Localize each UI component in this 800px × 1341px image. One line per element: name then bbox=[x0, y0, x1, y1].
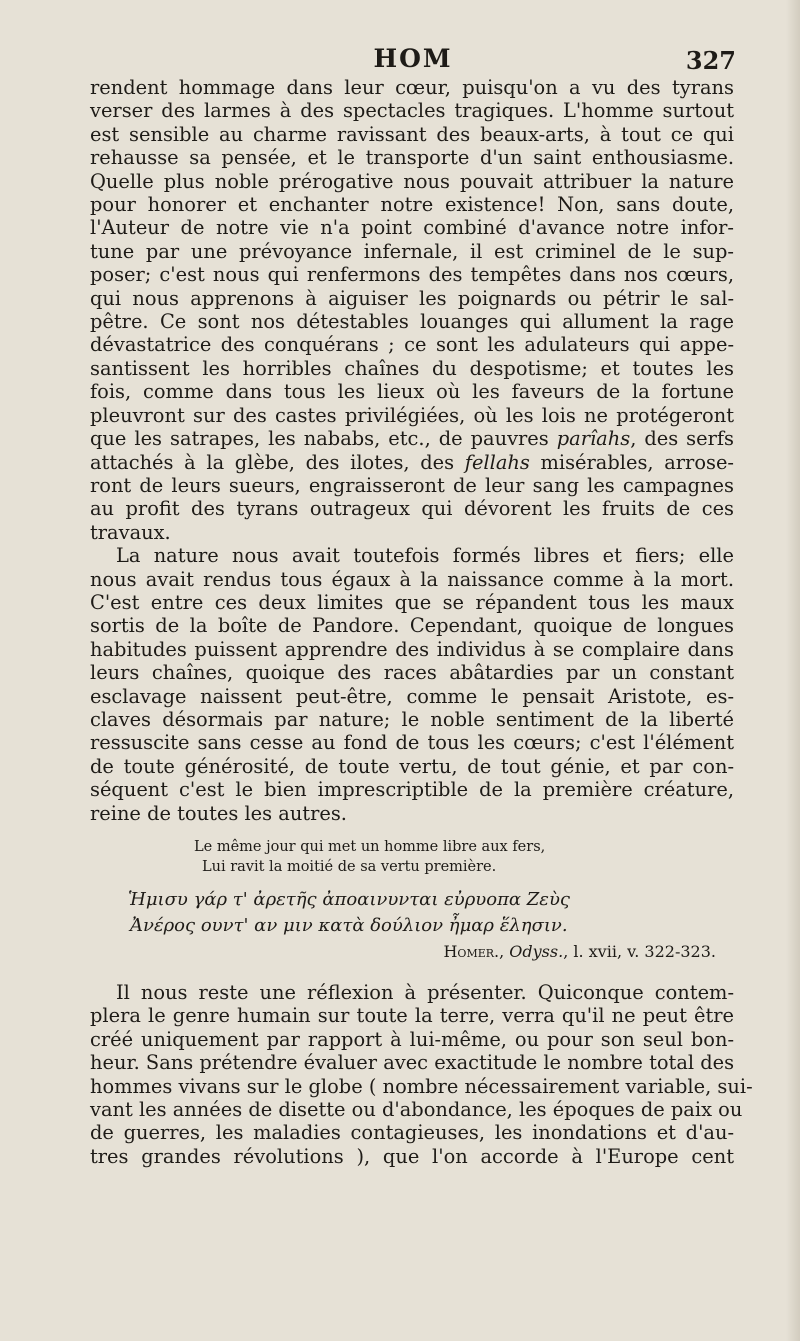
text-line: rendent hommage dans leur cœur, puisqu'on a vu des tyrans bbox=[90, 76, 734, 99]
text-line: pleuvront sur des castes privilégiées, où les lois ne protégeront bbox=[90, 403, 734, 427]
running-title: HOM bbox=[373, 44, 453, 73]
text-line: sortis de la boîte de Pandore. Cependant, quoique de longues bbox=[90, 614, 734, 638]
paragraph-3 bbox=[90, 981, 753, 1168]
verse-line: Lui ravit la moitié de sa vertu première. bbox=[202, 859, 497, 875]
text-line: qui nous apprenons à aiguiser les poignards ou pétrir le sal- bbox=[90, 286, 734, 310]
text-line: Quelle plus noble prérogative nous pouvait attribuer la nature bbox=[90, 169, 734, 193]
text-line: nous avait rendus tous égaux à la naissance comme à la mort. bbox=[90, 567, 734, 591]
text-line: est sensible au charme ravissant des beaux-arts, à tout ce qui bbox=[90, 122, 734, 146]
text-line: esclavage naissent peut-être, comme le pensait Aristote, es- bbox=[90, 684, 734, 708]
text-line: de toute générosité, de toute vertu, de tout génie, et par con- bbox=[90, 754, 734, 778]
text-line: leurs chaînes, quoique des races abâtardies par un constant bbox=[90, 661, 734, 685]
paragraph-2 bbox=[90, 544, 734, 825]
text-line: C'est entre ces deux limites que se répandent tous les maux bbox=[90, 590, 734, 614]
greek-verse-line: Ἡμισυ γάρ τ' ἀρετῆς ἀποαινυνται εὐρυοπα Ζεὺς bbox=[128, 889, 570, 910]
citation-author: Homer. bbox=[443, 942, 500, 961]
text-line: hommes vivans sur le globe ( nombre nécessairement variable, sui- bbox=[90, 1074, 753, 1098]
text-line: travaux. bbox=[90, 520, 171, 544]
text-line: habitudes puissent apprendre des individus à se complaire dans bbox=[90, 637, 734, 661]
text-line: La nature nous avait toutefois formés libres et fiers; elle bbox=[116, 544, 734, 568]
text-line: vant les années de disette ou d'abondance, les époques de paix ou bbox=[90, 1098, 743, 1122]
text-line: au profit des tyrans outrageux qui dévorent les fruits de ces bbox=[90, 497, 734, 521]
italic-word-fellahs: fellahs bbox=[464, 450, 530, 474]
greek-verse-line: Ἀνέρος ουντ' αν μιν κατὰ δούλιον ἦμαρ ἕλησιν. bbox=[130, 915, 568, 936]
citation: Homer., Odyss., l. xvii, v. 322-323. bbox=[443, 942, 716, 961]
text-line: santissent les horribles chaînes du despotisme; et toutes les bbox=[90, 356, 734, 380]
text-line: ressuscite sans cesse au fond de tous les cœurs; c'est l'élément bbox=[90, 731, 734, 755]
text-line: pêtre. Ce sont nos détestables louanges qui allument la rage bbox=[90, 310, 734, 334]
text-segment: , des serfs bbox=[630, 427, 735, 451]
verse-line: Le même jour qui met un homme libre aux fers, bbox=[194, 839, 546, 855]
verse-quotation bbox=[90, 837, 734, 965]
text-segment: que les satrapes, les nababs, etc., de pauvres bbox=[90, 427, 549, 451]
text-segment: misérables, arrose- bbox=[529, 450, 734, 474]
italic-word-pariahs: parîahs bbox=[556, 427, 631, 451]
text-line: rehausse sa pensée, et le transporte d'un saint enthousiasme. bbox=[90, 146, 734, 170]
text-line: plera le genre humain sur toute la terre, verra qu'il ne peut être bbox=[90, 1004, 734, 1028]
text-line: de guerres, les maladies contagieuses, les inondations et d'au- bbox=[90, 1121, 734, 1145]
text-line: tres grandes révolutions ), que l'on accorde à l'Europe cent bbox=[90, 1144, 734, 1168]
text-segment: attachés à la glèbe, des ilotes, des bbox=[90, 450, 455, 474]
text-line: l'Auteur de notre vie n'a point combiné d'avance notre infor- bbox=[90, 216, 734, 240]
text-line: séquent c'est le bien imprescriptible de la première créature, bbox=[90, 778, 734, 802]
text-line: reine de toutes les autres. bbox=[90, 801, 347, 825]
citation-work: Odyss. bbox=[509, 942, 564, 961]
text-line: poser; c'est nous qui renfermons des tempêtes dans nos cœurs, bbox=[90, 263, 734, 287]
text-line: ront de leurs sueurs, engraisseront de leur sang les campagnes bbox=[90, 473, 734, 497]
text-line: heur. Sans prétendre évaluer avec exactitude le nombre total des bbox=[90, 1051, 735, 1075]
citation-ref: , l. xvii, v. 322-323. bbox=[563, 942, 716, 961]
text-line: tune par une prévoyance infernale, il est criminel de le sup- bbox=[90, 239, 734, 263]
text-line: dévastatrice des conquérans ; ce sont les adulateurs qui appe- bbox=[90, 333, 734, 357]
page-body bbox=[90, 76, 753, 1168]
text-line: verser des larmes à des spectacles tragiques. L'homme surtout bbox=[90, 99, 734, 123]
running-header bbox=[90, 44, 736, 78]
text-line bbox=[90, 427, 734, 450]
text-line: fois, comme dans tous les lieux où les faveurs de la fortune bbox=[90, 380, 734, 404]
text-line bbox=[90, 451, 734, 474]
page-edge-shadow bbox=[786, 0, 800, 1341]
text-line: claves désormais par nature; le noble sentiment de la liberté bbox=[90, 707, 734, 731]
text-line: Il nous reste une réflexion à présenter. Quiconque contem- bbox=[116, 981, 734, 1004]
spacer bbox=[90, 965, 734, 981]
text-line: pour honorer et enchanter notre existence! Non, sans doute, bbox=[90, 193, 734, 217]
page-number: 327 bbox=[685, 46, 736, 75]
paragraph-1 bbox=[90, 76, 734, 544]
text-line: créé uniquement par rapport à lui-même, ou pour son seul bon- bbox=[90, 1027, 734, 1051]
